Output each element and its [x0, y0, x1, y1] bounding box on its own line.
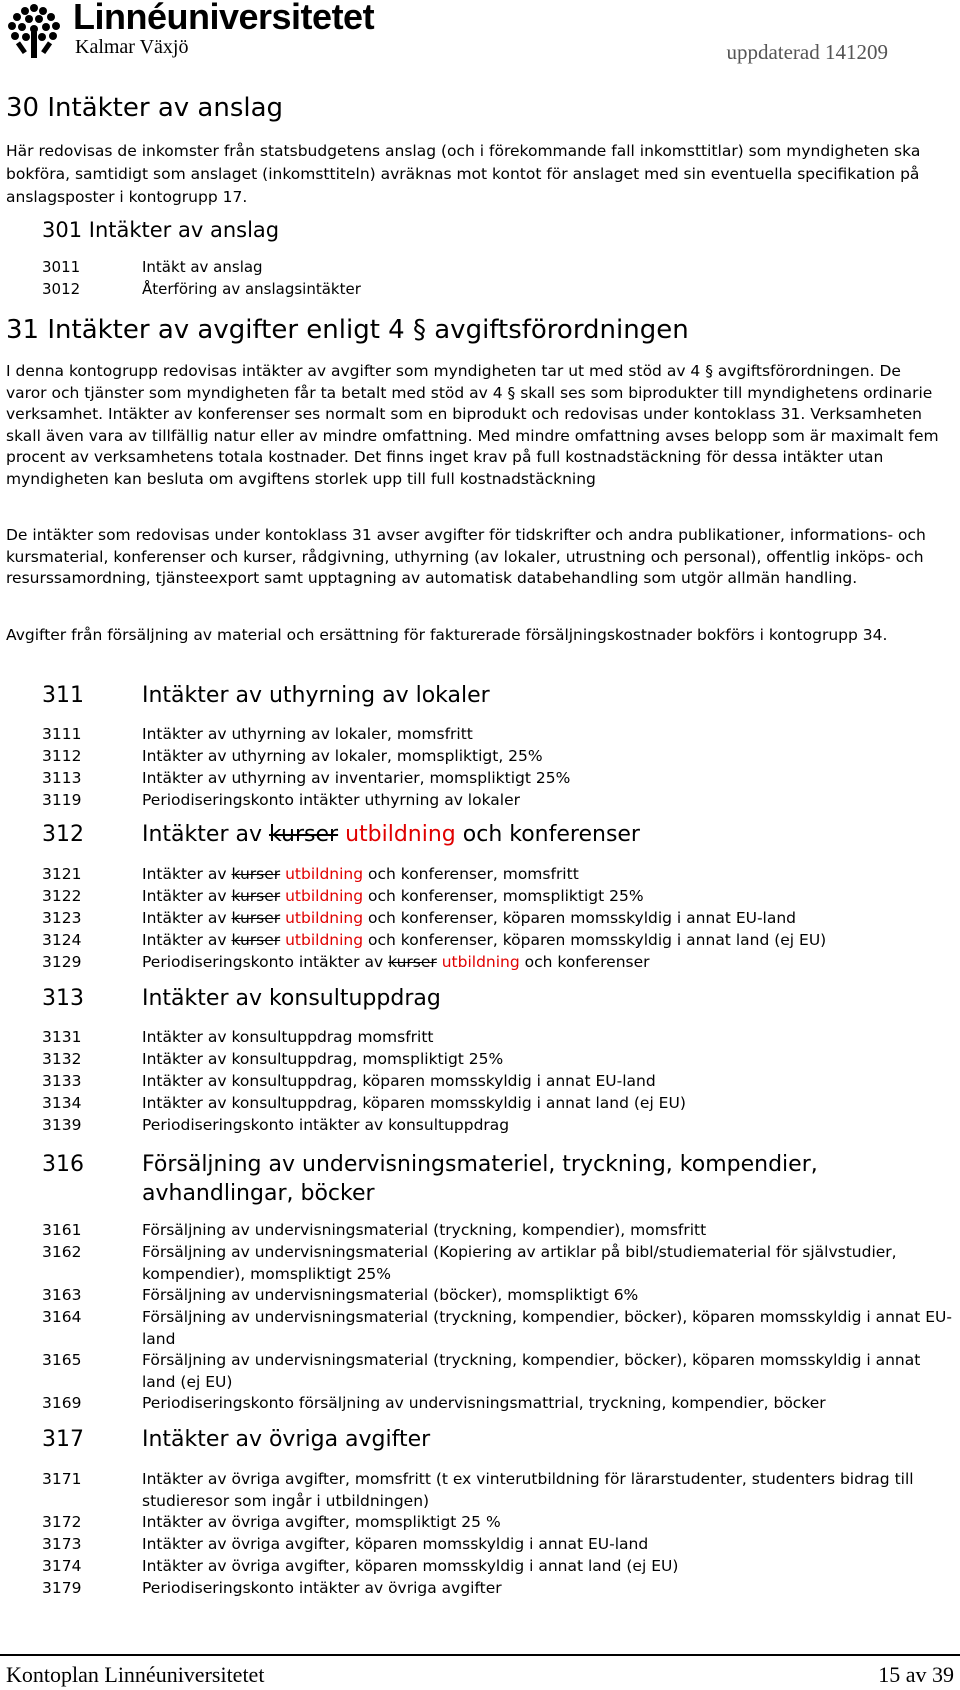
page-number: 15 av 39: [878, 1662, 954, 1687]
section-code: 316: [42, 1152, 84, 1177]
inserted-text: utbildning: [285, 931, 364, 949]
account-code: 3113: [42, 769, 82, 787]
inserted-text: utbildning: [285, 909, 364, 927]
account-text: Intäkt av anslag: [142, 258, 263, 276]
account-code: 3173: [42, 1535, 82, 1553]
section-31-paragraph-1: I denna kontogrupp redovisas intäkter av avgifter som myndigheten tar ut med stöd av 4 § avgiftsförordningen. De varor och tjänster som myndigheten får ta betalt med stöd av 4 § skall ses som biprodukter till myndighetens ordinarie verksamhet. Intäkter av konferenser ses normalt som en biprodukt och redovisas under kontoklass 31. Verksamheten skall även vara av tillfällig natur eller av mindre omfattning. Med mindre omfattning avses belopp som är maximalt fem procent av verksamhetens totala kostnader. Det finns inget krav på full kostnadstäckning för dessa intäkter utan myndigheten kan besluta om avgiftens storlek upp till full kostnadstäckning: [6, 362, 939, 488]
account-text: [142, 864, 952, 886]
account-text: Intäkter av konsultuppdrag, momspliktigt 25%: [142, 1050, 504, 1068]
account-code: 3171: [42, 1470, 82, 1488]
account-code: 3161: [42, 1221, 82, 1239]
account-code: 3122: [42, 887, 82, 905]
account-text: Försäljning av undervisningsmaterial (tryckning, kompendier, böcker), köparen momsskyldig i annat EU-land: [142, 1308, 952, 1348]
section-code: 312: [42, 822, 84, 847]
inserted-text: utbildning: [345, 822, 456, 847]
account-code: 3134: [42, 1094, 82, 1112]
footer-divider: [0, 1654, 960, 1656]
text-prefix: Periodiseringskonto intäkter av: [142, 953, 384, 971]
section-31-paragraph-2: De intäkter som redovisas under kontoklass 31 avser avgifter för tidskrifter och andra publikationer, informations- och kursmaterial, konferenser och kurser, rådgivning, uthyrning (av lokaler, utrustning och personal), offentlig inköps- och resurssamordning, tjänsteexport samt upptagning av automatisk databehandling som utgör allmän handling.: [6, 526, 926, 587]
account-text: Försäljning av undervisningsmaterial (tryckning, kompendier), momsfritt: [142, 1221, 707, 1239]
inserted-text: utbildning: [285, 865, 364, 883]
struck-text: kurser: [231, 887, 281, 905]
account-code: 3179: [42, 1579, 82, 1597]
text-prefix: Intäkter av: [142, 931, 227, 949]
account-text: [142, 930, 952, 952]
section-title: [142, 822, 640, 847]
section-31-paragraph-3: Avgifter från försäljning av material och ersättning för fakturerade försäljningskostnader bokförs i kontogrupp 34.: [6, 626, 888, 644]
section-title: Intäkter av övriga avgifter: [142, 1427, 431, 1452]
account-code: 3174: [42, 1557, 82, 1575]
account-text: Intäkter av övriga avgifter, köparen momsskyldig i annat EU-land: [142, 1535, 649, 1553]
updated-date: uppdaterad 141209: [726, 40, 888, 64]
account-code: 3012: [42, 280, 81, 298]
account-text: Intäkter av konsultuppdrag, köparen momsskyldig i annat land (ej EU): [142, 1094, 686, 1112]
section-title: Intäkter av uthyrning av lokaler: [142, 683, 490, 708]
account-text: Försäljning av undervisningsmaterial (böcker), momspliktigt 6%: [142, 1286, 639, 1304]
account-text: Intäkter av övriga avgifter, momspliktigt 25 %: [142, 1513, 501, 1531]
footer-title: Kontoplan Linnéuniversitetet: [6, 1662, 265, 1687]
section-code: 311: [42, 683, 84, 708]
account-code: 3164: [42, 1308, 82, 1326]
account-text: Intäkter av övriga avgifter, momsfritt (t ex vinterutbildning för lärarstudenter, studenters bidrag till studieresor som ingår i utbildningen): [142, 1470, 914, 1510]
account-code: 3129: [42, 953, 82, 971]
account-text: Periodiseringskonto intäkter av konsultuppdrag: [142, 1116, 510, 1134]
account-text: Intäkter av uthyrning av lokaler, momspliktigt, 25%: [142, 747, 543, 765]
account-text: Periodiseringskonto intäkter av övriga avgifter: [142, 1579, 502, 1597]
account-text: Intäkter av uthyrning av inventarier, momspliktigt 25%: [142, 769, 571, 787]
title-prefix: Intäkter av: [142, 822, 262, 847]
account-code: 3121: [42, 865, 82, 883]
text-suffix: och konferenser, köparen momsskyldig i annat EU-land: [368, 909, 797, 927]
account-text: [142, 886, 952, 908]
section-title: Intäkter av konsultuppdrag: [142, 986, 441, 1011]
inserted-text: utbildning: [285, 887, 364, 905]
account-code: 3011: [42, 258, 81, 276]
account-text: Intäkter av konsultuppdrag momsfritt: [142, 1028, 434, 1046]
account-text: Intäkter av uthyrning av lokaler, momsfritt: [142, 725, 473, 743]
text-suffix: och konferenser, momspliktigt 25%: [368, 887, 644, 905]
account-code: 3162: [42, 1243, 82, 1261]
text-prefix: Intäkter av: [142, 887, 227, 905]
section-301-title: 301 Intäkter av anslag: [42, 218, 280, 242]
account-text: Försäljning av undervisningsmaterial (Kopiering av artiklar på bibl/studiematerial för självstudier, kompendier), momspliktigt 25%: [142, 1243, 897, 1283]
account-text: Periodiseringskonto intäkter uthyrning av lokaler: [142, 791, 521, 809]
account-text: Återföring av anslagsintäkter: [142, 280, 361, 298]
account-text: Intäkter av övriga avgifter, köparen momsskyldig i annat land (ej EU): [142, 1557, 679, 1575]
university-logo: [5, 2, 395, 64]
account-code: 3163: [42, 1286, 82, 1304]
account-code: 3133: [42, 1072, 82, 1090]
text-prefix: Intäkter av: [142, 865, 227, 883]
section-title: Försäljning av undervisningsmateriel, tryckning, kompendier, avhandlingar, böcker: [142, 1152, 818, 1206]
account-code: 3165: [42, 1351, 82, 1369]
struck-text: kurser: [388, 953, 437, 971]
section-31-title: 31 Intäkter av avgifter enligt 4 § avgiftsförordningen: [6, 315, 689, 345]
section-30-text: Här redovisas de inkomster från statsbudgetens anslag (och i förekommande fall inkomsttitlar) som myndigheten ska bokföra, samtidigt som anslaget (inkomsttiteln) avräknas mot kontot för anslaget med sin eventuella specifikation på anslagsposter i kontogrupp 17.: [6, 142, 921, 206]
struck-text: kurser: [231, 931, 281, 949]
account-code: 3169: [42, 1394, 82, 1412]
text-suffix: och konferenser, momsfritt: [368, 865, 579, 883]
account-code: 3172: [42, 1513, 82, 1531]
section-code: 313: [42, 986, 84, 1011]
title-suffix: och konferenser: [462, 822, 640, 847]
account-text: Periodiseringskonto försäljning av undervisningsmattrial, tryckning, kompendier, böcker: [142, 1394, 826, 1412]
account-text: Intäkter av konsultuppdrag, köparen momsskyldig i annat EU-land: [142, 1072, 656, 1090]
account-code: 3111: [42, 725, 82, 743]
brand-subtitle: Kalmar Växjö: [75, 36, 189, 58]
text-prefix: Intäkter av: [142, 909, 227, 927]
account-text: [142, 952, 952, 974]
tree-logo-icon: [5, 2, 63, 60]
section-30-title: 30 Intäkter av anslag: [6, 93, 284, 123]
account-code: 3123: [42, 909, 82, 927]
section-code: 317: [42, 1427, 84, 1452]
account-code: 3112: [42, 747, 82, 765]
struck-text: kurser: [231, 909, 281, 927]
text-suffix: och konferenser: [524, 953, 650, 971]
account-text: [142, 908, 952, 930]
account-code: 3131: [42, 1028, 82, 1046]
struck-text: kurser: [231, 865, 281, 883]
text-suffix: och konferenser, köparen momsskyldig i annat land (ej EU): [368, 931, 827, 949]
account-code: 3124: [42, 931, 82, 949]
account-code: 3119: [42, 791, 82, 809]
inserted-text: utbildning: [441, 953, 520, 971]
account-code: 3139: [42, 1116, 82, 1134]
account-text: Försäljning av undervisningsmaterial (tryckning, kompendier, böcker), köparen momsskyldig i annat land (ej EU): [142, 1351, 921, 1391]
account-code: 3132: [42, 1050, 82, 1068]
brand-name: Linnéuniversitetet: [73, 0, 375, 37]
struck-text: kurser: [268, 822, 339, 847]
